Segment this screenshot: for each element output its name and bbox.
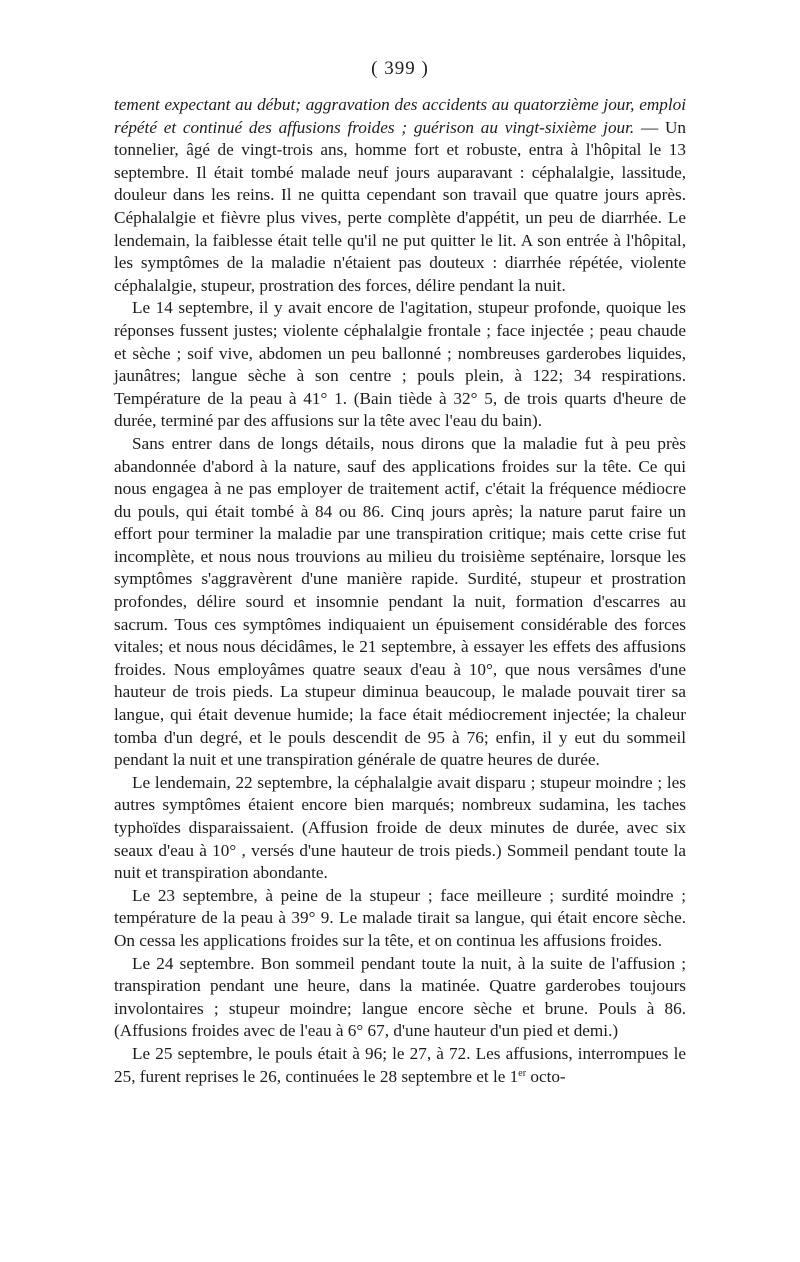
paragraph-7 <box>114 1043 686 1088</box>
paragraph-1 <box>114 94 686 297</box>
paragraph-5: Le 23 septembre, à peine de la stupeur ; face meilleure ; surdité moindre ; température de la peau à 39° 9. Le malade tirait sa langue, qui était encore sèche. On cessa les applications froides sur la tête, et on continua les affusions froides. <box>114 885 686 950</box>
case-heading-italic: tement expectant au début; aggravation des accidents au quatorzième jour, emploi répété et continué des affusions froides ; guérison au vingt-sixième jour. <box>114 95 686 137</box>
paragraph-4: Le lendemain, 22 septembre, la céphalalgie avait disparu ; stupeur moindre ; les autres symptômes étaient encore bien marqués; nombreux sudamina, les taches typhoïdes disparaissaient. (Affusion froide de deux minutes de durée, avec six seaux d'eau à 10° , versés d'une hauteur de trois pieds.) Sommeil pendant toute la nuit et transpiration abondante. <box>114 772 686 883</box>
paragraph-6: Le 24 septembre. Bon sommeil pendant toute la nuit, à la suite de l'affusion ; transpiration pendant une heure, dans la matinée. Quatre garderobes toujours involontaires ; stupeur moindre; langue encore sèche et brune. Pouls à 86. (Affusions froides avec de l'eau à 6° 67, d'une hauteur d'un pied et demi.) <box>114 953 686 1041</box>
paragraph-7-tail: octo- <box>526 1066 566 1086</box>
document-page <box>114 56 686 1088</box>
page-number: ( 399 ) <box>371 58 429 79</box>
paragraph-7-text: Le 25 septembre, le pouls était à 96; le 27, à 72. Les affusions, interrompues le 25, furent reprises le 26, continuées le 28 septembre et le 1 <box>114 1043 686 1086</box>
paragraph-1-text: — Un tonnelier, âgé de vingt-trois ans, homme fort et robuste, entra à l'hôpital le 13 septembre. Il était tombé malade neuf jours auparavant : céphalalgie, lassitude, douleur dans les reins. Il ne quitta cependant son travail que quatre jours après. Céphalalgie et fièvre plus vives, perte complète d'appétit, un peu de diarrhée. Le lendemain, la faiblesse était telle qu'il ne put quitter le lit. A son entrée à l'hôpital, les symptômes de la maladie n'étaient pas douteux : diarrhée répétée, violente céphalalgie, stupeur, prostration des forces, délire pendant la nuit. <box>114 117 686 295</box>
superscript-er: er <box>518 1067 527 1079</box>
paragraph-2: Le 14 septembre, il y avait encore de l'agitation, stupeur profonde, quoique les réponses fussent justes; violente céphalalgie frontale ; face injectée ; peau chaude et sèche ; soif vive, abdomen un peu ballonné ; nombreuses garderobes liquides, jaunâtres; langue sèche à son centre ; pouls plein, à 122; 34 respirations. Température de la peau à 41° 1. (Bain tiède à 32° 5, de trois quarts d'heure de durée, terminé par des affusions sur la tête avec l'eau du bain). <box>114 298 686 431</box>
paragraph-3: Sans entrer dans de longs détails, nous dirons que la maladie fut à peu près abandonnée d'abord à la nature, sauf des applications froides sur la tête. Ce qui nous engagea à ne pas employer de traitement actif, c'était la fréquence médiocre du pouls, qui était tombé à 84 ou 86. Cinq jours après; la nature parut faire un effort pour terminer la maladie par une transpiration critique; mais cette crise fut incomplète, et nous nous trouvions au milieu du troisième septénaire, lorsque les symptômes s'aggravèrent d'une manière rapide. Surdité, stupeur et prostration profondes, délire sourd et insomnie pendant la nuit, formation d'escarres au sacrum. Tous ces symptômes indiquaient un épuisement considérable des forces vitales; et nous nous décidâmes, le 21 septembre, à essayer les effets des affusions froides. Nous employâmes quatre seaux d'eau à 10°, que nous versâmes d'une hauteur de trois pieds. La stupeur diminua beaucoup, le malade pouvait tirer sa langue, qui était devenue humide; la face était médiocrement injectée; la chaleur tomba d'un degré, et le pouls descendit de 95 à 76; enfin, il y eut du sommeil pendant la nuit et une transpiration générale de quatre heures de durée. <box>114 433 686 770</box>
